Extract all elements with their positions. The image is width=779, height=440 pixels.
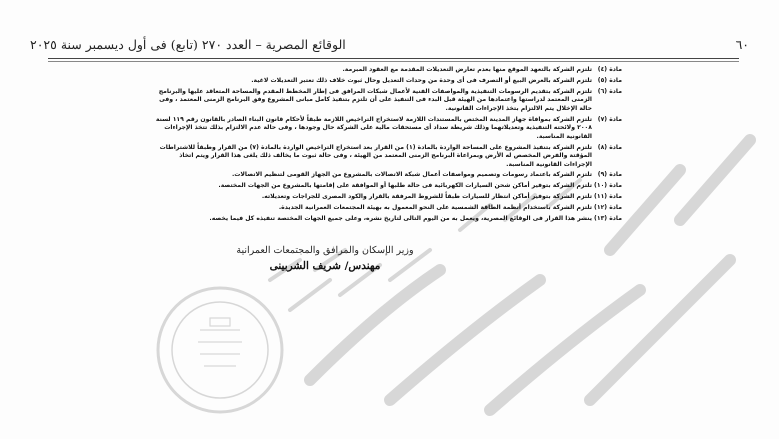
article: [150, 115, 622, 142]
minister-title: وزير الإسكان والمرافق والمجتمعات العمرانية: [236, 245, 414, 256]
article-text: تلتزم الشركة بتوفير أماكن انتظار للسيارات طبقاً للشروط المرفقة بالقرار والكود المصرى للجراجات وتعديلاته.: [261, 193, 592, 201]
article: [150, 66, 622, 75]
article: [150, 203, 622, 213]
article-text: ينشر هذا القرار فى الوقائع المصرية، ويعمل به من اليوم التالى لتاريخ نشره، وعلى جميع الجهات المختصة تنفيذه كل فيما يخصه.: [209, 214, 592, 222]
article-text: تلتزم الشركة باستخدام أنظمة الطاقة الشمسية على النحو المعمول به بهيئة المجتمعات العمرانية الجديدة.: [278, 203, 592, 211]
article: [150, 214, 622, 224]
page-number: ٦٠: [735, 37, 749, 52]
minister-name: مهندس/ شريف الشربينى: [269, 260, 381, 272]
article-label: مادة (١٠): [594, 182, 622, 190]
header-rule-secondary: [48, 61, 739, 62]
article-text: تلتزم الشركة بالتعهد الموقع منها بعدم تعارض التعديلات المقدمة مع العقود المبرمة.: [342, 66, 592, 73]
article-text: تلتزم الشركة بتنفيذ المشروع على المساحة الواردة بالمادة (١) من القرار بعد استخراج التراخيص الواردة بالمادة (٧) من القرار وطبقاً للاشتراطات المؤقتة والفرض المخصص له الأرض وبمراعاة البرنامج الزمنى المعتمد من الهيئة ، وفى حالة ثبوت ما يخالف ذلك يلغى هذا القرار ويتم اتخاذ الإجراءات القانونية المناسبة.: [159, 143, 592, 168]
article-label: مادة (١١): [594, 193, 622, 201]
page-header: [30, 37, 749, 55]
article-text: تلتزم الشركة باعتماد رسومات وتصميم ومواصفات أعمال شبكة الاتصالات بالمشروع من الجهاز القومى لتنظيم الاتصالات.: [231, 171, 592, 179]
article-label: مادة (٨): [597, 143, 622, 151]
article-text: تلتزم الشركة بتقديم الرسومات التنفيذية والمواصفات الفنية لأعمال شبكات المرافق فى إطار المخطط المقدم والمساحة المتعاقد عليها والبرنامج الزمنى المعتمد لدراستها واعتمادها من الهيئة قبل البدء فى التنفيذ على أن تلتزم بتنفيذ كامل مبانى المشروع وفق البرنامج الزمنى المعتمد ، وفى حالة الإخلال يتم الالتزام بتخذ الإجراءات القانونية.: [158, 87, 592, 112]
signature-block: [170, 245, 480, 272]
article-label: مادة (٦): [597, 87, 622, 95]
article-label: مادة (٥): [597, 76, 622, 84]
article-text: تلتزم الشركة بتوفير أماكن شحن السيارات الكهربائية فى حالة طلبها أو الموافقة على إقامتها بالمشروع من الجهات المختصة.: [218, 182, 592, 190]
issue-line: الوقائع المصرية – العدد ٢٧٠ (تابع) فى أول ديسمبر سنة ٢٠٢٥: [30, 37, 346, 52]
article-label: مادة (٤): [597, 66, 622, 73]
article-label: مادة (١٢): [594, 203, 622, 211]
article-text: تلتزم الشركة بموافاة جهاز المدينة المختص بالمستندات اللازمة لاستخراج التراخيص اللازمة طبقاً لأحكام قانون البناء الصادر بالقانون رقم ١١٩ لسنة ٢٠٠٨ ولائحته التنفيذية وتعديلاتهما وذلك شريطة سداد أى مستحقات مالية على الشركة حال وجودها ، وفى حالة عدم الالتزام بذلك تتخذ الإجراءات القانونية المناسبة.: [155, 115, 592, 140]
article: [150, 87, 622, 114]
article: [150, 76, 622, 86]
article: [150, 182, 622, 191]
article: [150, 171, 622, 180]
article-label: مادة (١٣): [594, 214, 622, 222]
articles-list: [150, 66, 622, 225]
article-label: مادة (٩): [597, 171, 622, 179]
article: [150, 143, 622, 170]
article: [150, 193, 622, 202]
header-rule: [48, 58, 739, 59]
article-text: تلتزم الشركة بالعرض البيع أو التصرف فى أى وحدة من وحدات التعديل وحال ثبوت خلاف ذلك تعتبر التعديلات لاغية.: [251, 76, 592, 84]
article-label: مادة (٧): [597, 115, 622, 123]
